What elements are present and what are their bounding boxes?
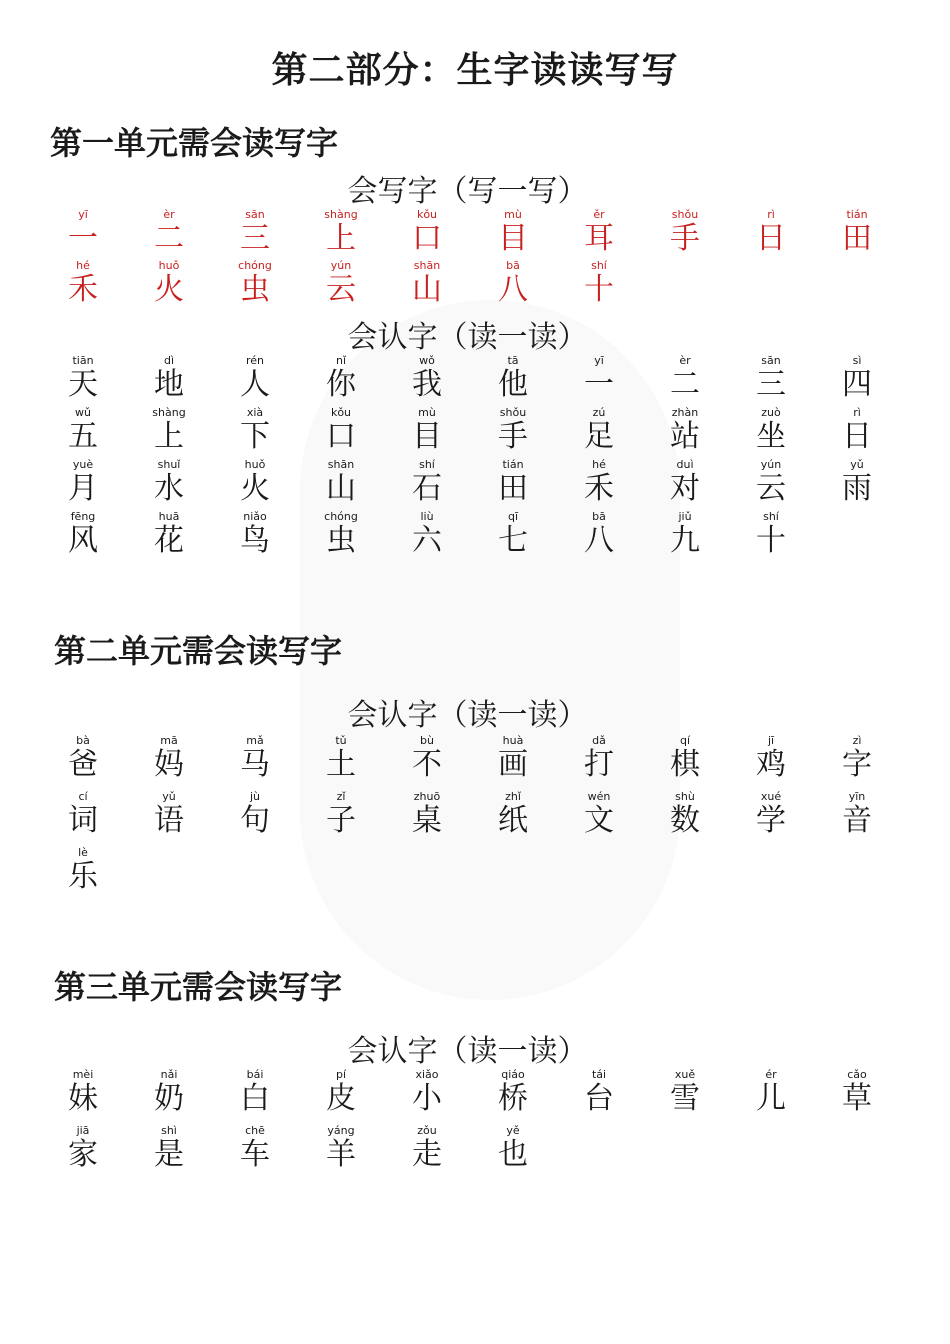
char-cell [642, 458, 728, 510]
pinyin-label: qí [679, 734, 691, 747]
char-cell [126, 1068, 212, 1124]
pinyin-label: shuǐ [157, 458, 181, 471]
hanzi-char: 二 [154, 221, 184, 256]
pinyin-label: shí [763, 510, 779, 523]
hanzi-char: 三 [240, 221, 270, 256]
char-cell [40, 259, 126, 310]
char-cell [298, 1124, 384, 1180]
pinyin-label: tiān [72, 354, 94, 367]
pinyin-label: jiǔ [678, 510, 692, 523]
pinyin-label: nǎi [160, 1068, 178, 1081]
char-cell [470, 734, 556, 790]
char-cell [470, 458, 556, 510]
hanzi-char: 日 [756, 221, 786, 256]
hanzi-char: 打 [584, 747, 614, 782]
char-cell [212, 354, 298, 406]
char-cell [40, 510, 126, 562]
hanzi-char: 也 [498, 1137, 528, 1172]
char-cell [126, 208, 212, 259]
char-cell [556, 510, 642, 562]
pinyin-label: chē [245, 1124, 265, 1137]
unit-3-read-group-title: 会认字（读一读） [347, 1034, 588, 1069]
char-cell [40, 1068, 126, 1124]
unit-2-read-group-title: 会认字（读一读） [347, 698, 588, 733]
char-cell [556, 734, 642, 790]
hanzi-char: 词 [68, 803, 98, 838]
hanzi-char: 手 [670, 221, 700, 256]
hanzi-char: 口 [326, 419, 356, 454]
hanzi-char: 画 [498, 747, 528, 782]
char-cell [556, 406, 642, 458]
pinyin-label: wén [587, 790, 611, 803]
hanzi-char: 草 [842, 1081, 872, 1116]
hanzi-char: 田 [842, 221, 872, 256]
hanzi-char: 手 [498, 419, 528, 454]
char-cell [642, 208, 728, 259]
char-cell [384, 406, 470, 458]
hanzi-char: 花 [154, 523, 184, 558]
hanzi-char: 是 [154, 1137, 184, 1172]
pinyin-label: tái [591, 1068, 607, 1081]
hanzi-char: 台 [584, 1081, 614, 1116]
char-cell [384, 734, 470, 790]
hanzi-char: 桌 [412, 803, 442, 838]
pinyin-label: huā [158, 510, 180, 523]
char-cell [642, 354, 728, 406]
char-cell [384, 458, 470, 510]
char-cell [40, 846, 126, 902]
hanzi-char: 坐 [756, 419, 786, 454]
pinyin-label: bái [246, 1068, 264, 1081]
char-cell [40, 790, 126, 846]
hanzi-char: 不 [412, 747, 442, 782]
pinyin-label: shǒu [671, 208, 699, 221]
hanzi-char: 下 [240, 419, 270, 454]
char-cell [642, 406, 728, 458]
hanzi-char: 鸟 [240, 523, 270, 558]
pinyin-label: xiǎo [415, 1068, 439, 1081]
pinyin-label: jù [249, 790, 261, 803]
hanzi-char: 六 [412, 523, 442, 558]
hanzi-char: 水 [154, 471, 184, 506]
char-cell [40, 406, 126, 458]
hanzi-char: 对 [670, 471, 700, 506]
hanzi-char: 羊 [326, 1137, 356, 1172]
char-cell [298, 354, 384, 406]
hanzi-char: 石 [412, 471, 442, 506]
pinyin-label: pí [335, 1068, 347, 1081]
char-cell [298, 1068, 384, 1124]
hanzi-char: 数 [670, 803, 700, 838]
pinyin-label: tián [502, 458, 524, 471]
hanzi-char: 三 [756, 367, 786, 402]
char-cell [40, 734, 126, 790]
hanzi-char: 十 [584, 272, 614, 307]
char-cell [298, 208, 384, 259]
pinyin-label: mù [418, 406, 436, 419]
pinyin-label: jī [767, 734, 775, 747]
hanzi-char: 你 [326, 367, 356, 402]
char-cell [814, 208, 900, 259]
pinyin-label: hé [592, 458, 606, 471]
pinyin-label: yī [78, 208, 88, 221]
pinyin-label: mèi [72, 1068, 94, 1081]
pinyin-label: yún [330, 259, 352, 272]
pinyin-label: rén [245, 354, 265, 367]
pinyin-label: yuè [72, 458, 94, 471]
unit-1-title: 第一单元需会读写字 [50, 124, 339, 162]
pinyin-label: fēng [70, 510, 96, 523]
char-cell [126, 406, 212, 458]
pinyin-label: mǎ [246, 734, 264, 747]
char-cell [212, 790, 298, 846]
pinyin-label: tā [507, 354, 519, 367]
hanzi-char: 山 [412, 272, 442, 307]
hanzi-char: 站 [670, 419, 700, 454]
pinyin-label: zhàn [671, 406, 699, 419]
char-cell [556, 354, 642, 406]
char-cell [298, 734, 384, 790]
hanzi-char: 儿 [756, 1081, 786, 1116]
char-cell [470, 790, 556, 846]
char-cell [126, 734, 212, 790]
char-cell [814, 458, 900, 510]
hanzi-char: 足 [584, 419, 614, 454]
char-cell [470, 1124, 556, 1180]
hanzi-char: 上 [326, 221, 356, 256]
hanzi-char: 雨 [842, 471, 872, 506]
pinyin-label: cí [78, 790, 88, 803]
pinyin-label: rì [767, 208, 775, 221]
pinyin-label: zhuō [413, 790, 441, 803]
char-cell [40, 458, 126, 510]
pinyin-label: èr [679, 354, 691, 367]
pinyin-label: huà [502, 734, 524, 747]
char-cell [728, 1068, 814, 1124]
pinyin-label: yī [594, 354, 604, 367]
char-cell [298, 458, 384, 510]
unit-2-title: 第二单元需会读写字 [54, 632, 343, 670]
pinyin-label: mā [160, 734, 178, 747]
hanzi-char: 马 [240, 747, 270, 782]
pinyin-label: sān [761, 354, 781, 367]
pinyin-label: shàng [324, 208, 358, 221]
hanzi-char: 他 [498, 367, 528, 402]
pinyin-label: kǒu [416, 208, 438, 221]
pinyin-label: yě [506, 1124, 520, 1137]
char-cell [298, 510, 384, 562]
char-cell [212, 458, 298, 510]
char-cell [728, 790, 814, 846]
char-cell [470, 406, 556, 458]
char-cell [728, 734, 814, 790]
char-cell [814, 1068, 900, 1124]
char-cell [470, 354, 556, 406]
char-cell [126, 510, 212, 562]
hanzi-char: 虫 [240, 272, 270, 307]
char-cell [126, 259, 212, 310]
page-title: 第二部分：生字读读写写 [271, 50, 679, 91]
hanzi-char: 家 [68, 1137, 98, 1172]
char-cell [384, 208, 470, 259]
hanzi-char: 虫 [326, 523, 356, 558]
pinyin-label: sì [852, 354, 862, 367]
unit-2-read-grid [40, 734, 900, 902]
hanzi-char: 风 [68, 523, 98, 558]
hanzi-char: 一 [584, 367, 614, 402]
pinyin-label: rì [853, 406, 861, 419]
char-cell [728, 354, 814, 406]
char-cell [470, 1068, 556, 1124]
pinyin-label: zuò [761, 406, 781, 419]
char-cell [470, 510, 556, 562]
pinyin-label: yǔ [162, 790, 176, 803]
pinyin-label: shì [161, 1124, 177, 1137]
pinyin-label: liù [420, 510, 434, 523]
hanzi-char: 奶 [154, 1081, 184, 1116]
hanzi-char: 土 [326, 747, 356, 782]
char-cell [384, 510, 470, 562]
hanzi-char: 目 [412, 419, 442, 454]
hanzi-char: 十 [756, 523, 786, 558]
char-cell [814, 406, 900, 458]
hanzi-char: 车 [240, 1137, 270, 1172]
hanzi-char: 禾 [584, 471, 614, 506]
pinyin-label: ér [765, 1068, 777, 1081]
hanzi-char: 田 [498, 471, 528, 506]
hanzi-char: 我 [412, 367, 442, 402]
hanzi-char: 火 [154, 272, 184, 307]
hanzi-char: 七 [498, 523, 528, 558]
char-cell [212, 1068, 298, 1124]
char-cell [642, 734, 728, 790]
pinyin-label: nǐ [335, 354, 347, 367]
char-cell [384, 1068, 470, 1124]
hanzi-char: 字 [842, 747, 872, 782]
pinyin-label: lè [78, 846, 88, 859]
char-cell [556, 790, 642, 846]
hanzi-char: 爸 [68, 747, 98, 782]
hanzi-char: 妹 [68, 1081, 98, 1116]
pinyin-label: yǔ [850, 458, 864, 471]
hanzi-char: 山 [326, 471, 356, 506]
char-cell [642, 790, 728, 846]
hanzi-char: 雪 [670, 1081, 700, 1116]
pinyin-label: qī [507, 510, 519, 523]
pinyin-label: xuě [674, 1068, 696, 1081]
unit-3-title: 第三单元需会读写字 [54, 968, 343, 1006]
hanzi-char: 句 [240, 803, 270, 838]
char-cell [814, 734, 900, 790]
hanzi-char: 鸡 [756, 747, 786, 782]
hanzi-char: 纸 [498, 803, 528, 838]
char-cell [298, 406, 384, 458]
hanzi-char: 乐 [68, 859, 98, 894]
unit-1-read-grid [40, 354, 900, 562]
hanzi-char: 九 [670, 523, 700, 558]
hanzi-char: 走 [412, 1137, 442, 1172]
char-cell [728, 458, 814, 510]
hanzi-char: 八 [498, 272, 528, 307]
pinyin-label: ěr [593, 208, 605, 221]
pinyin-label: tián [846, 208, 868, 221]
hanzi-char: 语 [154, 803, 184, 838]
hanzi-char: 棋 [670, 747, 700, 782]
pinyin-label: shí [419, 458, 435, 471]
hanzi-char: 耳 [584, 221, 614, 256]
hanzi-char: 五 [68, 419, 98, 454]
hanzi-char: 月 [68, 471, 98, 506]
hanzi-char: 子 [326, 803, 356, 838]
hanzi-char: 禾 [68, 272, 98, 307]
unit-3-read-grid [40, 1068, 900, 1180]
pinyin-label: hé [76, 259, 90, 272]
char-cell [40, 1124, 126, 1180]
pinyin-label: mù [504, 208, 522, 221]
pinyin-label: zú [592, 406, 606, 419]
pinyin-label: bà [76, 734, 90, 747]
hanzi-char: 地 [154, 367, 184, 402]
pinyin-label: chóng [324, 510, 358, 523]
pinyin-label: shān [413, 259, 441, 272]
char-cell [126, 458, 212, 510]
char-cell [470, 259, 556, 310]
char-cell [384, 790, 470, 846]
pinyin-label: bù [420, 734, 434, 747]
pinyin-label: yīn [848, 790, 866, 803]
hanzi-char: 二 [670, 367, 700, 402]
pinyin-label: huǒ [244, 458, 266, 471]
char-cell [126, 1124, 212, 1180]
pinyin-label: niǎo [243, 510, 267, 523]
char-cell [814, 790, 900, 846]
char-cell [212, 259, 298, 310]
pinyin-label: zhǐ [505, 790, 521, 803]
pinyin-label: bā [506, 259, 520, 272]
hanzi-char: 云 [756, 471, 786, 506]
hanzi-char: 桥 [498, 1081, 528, 1116]
char-cell [298, 790, 384, 846]
pinyin-label: shàng [152, 406, 186, 419]
pinyin-label: qiáo [501, 1068, 525, 1081]
char-cell [642, 1068, 728, 1124]
char-cell [212, 510, 298, 562]
char-cell [728, 510, 814, 562]
pinyin-label: sān [245, 208, 265, 221]
char-cell [642, 510, 728, 562]
pinyin-label: duì [676, 458, 694, 471]
pinyin-label: tǔ [335, 734, 347, 747]
char-cell [556, 259, 642, 310]
pinyin-label: yáng [327, 1124, 355, 1137]
pinyin-label: chóng [238, 259, 272, 272]
pinyin-label: èr [163, 208, 175, 221]
char-cell [212, 1124, 298, 1180]
hanzi-char: 皮 [326, 1081, 356, 1116]
char-cell [384, 354, 470, 406]
pinyin-label: shí [591, 259, 607, 272]
pinyin-label: dǎ [592, 734, 606, 747]
hanzi-char: 八 [584, 523, 614, 558]
unit-1-write-grid [40, 208, 900, 310]
hanzi-char: 口 [412, 221, 442, 256]
pinyin-label: jiā [76, 1124, 90, 1137]
pinyin-label: dì [163, 354, 175, 367]
hanzi-char: 天 [68, 367, 98, 402]
pinyin-label: wǒ [419, 354, 435, 367]
unit-1-write-group-title: 会写字（写一写） [347, 174, 588, 209]
pinyin-label: wǔ [75, 406, 91, 419]
char-cell [814, 354, 900, 406]
pinyin-label: shān [327, 458, 355, 471]
char-cell [384, 1124, 470, 1180]
char-cell [126, 790, 212, 846]
pinyin-label: zì [852, 734, 862, 747]
pinyin-label: bā [592, 510, 606, 523]
pinyin-label: yún [760, 458, 782, 471]
hanzi-char: 四 [842, 367, 872, 402]
hanzi-char: 一 [68, 221, 98, 256]
pinyin-label: zǐ [336, 790, 346, 803]
pinyin-label: xià [246, 406, 264, 419]
unit-1-read-group-title: 会认字（读一读） [347, 320, 588, 355]
pinyin-label: shù [675, 790, 695, 803]
hanzi-char: 日 [842, 419, 872, 454]
hanzi-char: 目 [498, 221, 528, 256]
hanzi-char: 人 [240, 367, 270, 402]
char-cell [212, 208, 298, 259]
pinyin-label: cǎo [847, 1068, 867, 1081]
hanzi-char: 小 [412, 1081, 442, 1116]
hanzi-char: 白 [240, 1081, 270, 1116]
pinyin-label: huǒ [158, 259, 180, 272]
pinyin-label: xué [760, 790, 782, 803]
char-cell [212, 406, 298, 458]
hanzi-char: 火 [240, 471, 270, 506]
char-cell [556, 208, 642, 259]
hanzi-char: 妈 [154, 747, 184, 782]
pinyin-label: zǒu [417, 1124, 437, 1137]
char-cell [470, 208, 556, 259]
char-cell [728, 406, 814, 458]
hanzi-char: 上 [154, 419, 184, 454]
hanzi-char: 学 [756, 803, 786, 838]
char-cell [728, 208, 814, 259]
hanzi-char: 文 [584, 803, 614, 838]
hanzi-char: 云 [326, 272, 356, 307]
char-cell [556, 458, 642, 510]
hanzi-char: 音 [842, 803, 872, 838]
pinyin-label: kǒu [330, 406, 352, 419]
char-cell [40, 208, 126, 259]
char-cell [126, 354, 212, 406]
char-cell [384, 259, 470, 310]
char-cell [212, 734, 298, 790]
char-cell [298, 259, 384, 310]
pinyin-label: shǒu [499, 406, 527, 419]
char-cell [556, 1068, 642, 1124]
char-cell [40, 354, 126, 406]
